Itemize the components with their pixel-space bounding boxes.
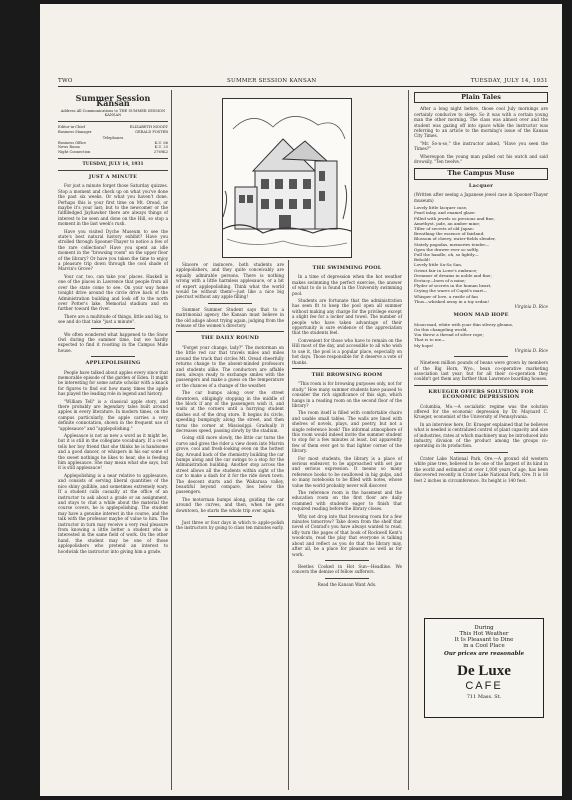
paragraph: "Forget your change, lady?" The motorman on the little red car that travels miles and miles around the track that circles Mt. Oread cheerfully returns change to the absent-minded professors and students alike. The conductors are affable men, always ready to exchange smiles with the passengers and make a guess on the temperature or the chances of a change of the weather. bbox=[176, 344, 284, 388]
poem-intro: (Written after seeing a Japanese jewel case in Spooner-Thayer museum) bbox=[414, 192, 548, 203]
phone-business: Business Office K.U. 66 bbox=[58, 140, 168, 145]
phone-night: Night Connection 2769K2 bbox=[58, 149, 168, 154]
poem-signature: Virginia D. Rice bbox=[514, 347, 548, 353]
deluxe-cafe-ad bbox=[424, 618, 544, 718]
heading-applepolishing: APPLEPOLISHING bbox=[85, 360, 141, 367]
paragraph: "Mr. So-n-so," the instructor asked, "Have you seen the Times?" bbox=[414, 140, 548, 152]
ad-line: It Is Pleasant to Dine bbox=[454, 637, 514, 643]
paragraph: The car bumps along over the street downtown, obligingly stopping in the middle of the block if any of the passengers wish it, and waits at the corners until a hurrying student dashes out of the drug store. It begins its circle, speeding bumpingly along the street, and then turns the corner at Mississippi. Gradually it decreases speed, passing slowly by the stadium. bbox=[176, 390, 284, 433]
paragraph: Students are fortunate that the administration has seen fit to keep the pool open all summer without making any charge for the privilege except a slight fee for a locker and towel. The number of people who have taken advantage of their opportunity is sure evidence of the appreciation that the students feel. bbox=[292, 298, 402, 336]
heading-browsing-room: THE BROWSING ROOM bbox=[311, 371, 383, 378]
column-2 bbox=[176, 262, 284, 533]
want-ads-line: Read the Kansan Want Ads. bbox=[317, 581, 377, 587]
heading-daily-round: THE DAILY ROUND bbox=[201, 335, 259, 342]
paragraph: In an interview here, Dr. Krueger explained that he believes what is needed is centralized control of plant capacity and size of industries, rates at which machinery may be introduced into industry, division of the product among the groups co-operating in its production. bbox=[414, 421, 548, 449]
paragraph: The room itself is filled with comfortable chairs and usable small tables. The walls are lined with shelves of novels, plays, and poetry, but not a single reference book! The informal atmosphere of this room would indeed invite the summer student to stop for a few minutes at least, but apparently few of them ever get to that lighter corner of the library. bbox=[292, 410, 402, 454]
masthead-address: Address All Communications to THE SUMMER SESSION KANSAN bbox=[60, 108, 166, 118]
column-divider bbox=[408, 90, 409, 790]
poem-title-lacquer: Lacquer bbox=[468, 182, 494, 189]
paragraph: "This room is for browsing purposes only, not for study." How many summer students have paused to consider the rich significance of this sign, which hangs in a reading room on the second floor of the library? bbox=[292, 381, 402, 408]
column-3 bbox=[292, 262, 402, 589]
paragraph: Crater Lake National Park, Ore.—A ground old western white pine tree, believed to be one of the largest of its kind in the world and estimated at over 1,000 years of age, has been discovered recently in Crater Lake National Park, Ore. It is 18 feet 2 inches in circumference. Its height is 140 feet. bbox=[414, 455, 548, 483]
staff-editor: Editor-in-Chief ELIZABETH MOODY bbox=[58, 125, 168, 129]
paragraph: For just a minute forget those Saturday quizzes. Stop a moment and check up on what you've done the past six weeks. Or what you haven't done. Perhaps this is your first time on Mt. Oread, or maybe it's your last; but to the newcomer or the fulfilledged Jayhawker there are always things of interest to be seen and done on the Hill, so stop a moment in the last week's rush. bbox=[58, 183, 168, 227]
header-date: TUESDAY, JULY 14, 1931 bbox=[470, 78, 548, 84]
column-divider bbox=[171, 90, 172, 790]
masthead-title: Summer Session Kansan bbox=[75, 93, 151, 109]
heading-swimming-pool: THE SWIMMING POOL bbox=[312, 265, 382, 271]
paragraph: "William Tell" is a classical apple story, and there probably are legendary tales built around apples in every literature. In modern times, on the campus particularly, the apple carries a very definite connotation, shown in the frequent use of "applesauce" and "applepolishing." bbox=[58, 398, 168, 431]
heading-just-a-minute: JUST A MINUTE bbox=[88, 173, 138, 180]
paragraph: We often wondered what happened to the Snow Owl during the summer time, but we hardly expected to find it roosting in the Campus Mule house. bbox=[58, 331, 168, 353]
ad-name-cafe: CAFE bbox=[465, 680, 503, 692]
heading-krueger: KRUEGER OFFERS SOLUTION FOR ECONOMIC DEPRESSION bbox=[428, 388, 534, 401]
paragraph: The motorman bumps along, guiding the car around the curves, and then, when he gets downtown, he starts the whole trip over again. bbox=[176, 496, 284, 513]
ad-tagline: Our prices are reasonable bbox=[444, 651, 524, 657]
paragraph: Have you visited Dyche Museum to see the state's best natural history exhibit? Have you strolled through Spooner-Thayer to notice a few of the rare collections? Have you spent an idle moment in the "browsing room" on the upper floor of the library? Or have you taken the time to enjoy a pleasure trip down through the cool shade of Marvin's Grove? bbox=[58, 228, 168, 272]
paragraph: Going still more slowly, the little car turns the curve and gives the rider a view down into Marvin grove, cool and fresh-looking even on the hottest day. Around back of the chemistry building the car bumps along and the car swings to a stop for the Administration building. Another stop across the street allows all the students within sight of the car to make a dash for it for the ride down town. The descent starts and the Wakarusa valley, beautiful beyond compare, lies below the passengers. bbox=[176, 435, 284, 495]
paragraph: After a long night before, those cool July mornings are certainly conducive to sleep. So it was with a certain young man the other morning. The class was almost over and the student was gazing off into space while the instructor was referring to an article to the morning's issue of the Kansas City Times. bbox=[414, 106, 548, 139]
paragraph: Just three or four days in which to apple-polish the instructors by going to class ten minutes early. bbox=[176, 520, 284, 531]
heading-plain-tales: Plain Tales bbox=[414, 92, 548, 103]
poem-signature: Virginia D. Rice bbox=[514, 303, 548, 309]
ad-line: in a Cool Place bbox=[463, 643, 505, 649]
ad-line: During bbox=[474, 625, 494, 631]
poem-moon-mad-hope: Moon-mad, white with your thin silvery gleams, On this changeling world, You threw a thread of silver rope; That is to me— My hope! bbox=[414, 321, 514, 348]
building-sketch-icon bbox=[223, 99, 351, 257]
poem-lacquer: Lovely little lacquer case, Pearl inlay, and enamel glaze: Filled with jewels so precious and fine, Amethyst, jade, an amber mine; Tiller of secrets of old Japan: Breathing the essence of fairland. Blossom of cherry, water-fields slender, Stately pagodas, memories tender— Open the drawer ever so softly, Pull the handle, oh, so lightly— Behold! Lovely little Sa-Sa San, Orient fair in Lowe's embrace; Dreamer of dreams in noble and fine; Ecstacy—born of a mine; Flyder of secrets in the human heart, Crying the wares of Cupid's mart— Whisper of love, a rustle of fan Thus—whisked away in a toy sedan! bbox=[414, 205, 496, 304]
paragraph: Columbia, Mo.—A socialistic regime was the solution offered for the economic depression by Dr. Maynard C. Krueger, economist of the University of Pennsylvania. bbox=[414, 403, 548, 420]
column-divider bbox=[288, 260, 289, 790]
staff-business: Business Manager GERALD FOSTER bbox=[58, 129, 168, 134]
masthead-date: TUESDAY, JULY 14, 1931 bbox=[82, 161, 144, 167]
paragraph: There are a multitude of things, little and big, to see and do that take "just a minute". bbox=[58, 313, 168, 325]
header-rule bbox=[58, 86, 548, 87]
ad-name: De Luxe bbox=[457, 663, 511, 679]
paragraph: Whereupon the young man pulled out his watch and said drowsily, "Ten twelve." bbox=[414, 153, 548, 165]
paragraph: Convenient for those who have to remain on the Hill most of the day, and accessible to all who wish to use it, the pool is a popular place, especially on hot days. Those responsible for it deserve a vote of thanks. bbox=[292, 337, 402, 365]
paragraph: Why not drop into that browsing room for a few minutes tomorrow? Take down from the shelf that novel of Conrad's you have always wanted to read, idly turn the pages of that book of Rockwell Kent's woodcuts, read the play that everyone is talking about and reflect as you do that the library may, after all, be a place for pleasure as well as for work. bbox=[292, 513, 402, 557]
heading-campus-muse: The Campus Muse bbox=[414, 168, 548, 179]
paragraph: Beetles Cooked in Hot Sun—Headline. We concern the demise of fellow sufferers. bbox=[292, 563, 402, 575]
paragraph: The reference room is the basement and the education room on the first floor are daily crammed with students eager to finish that required reading before the library closes. bbox=[292, 490, 402, 512]
ad-line: This Hot Weather bbox=[459, 631, 509, 637]
column-1 bbox=[58, 90, 168, 554]
paragraph: Sincere or insincere, both students are applepolishers, and they quite conceivably are equally admirable persons. There is nothing wrong with a little harmless applesauce, or a bit of expert applepolishing. Think what the world would be without them!—just like a nice big piecrust without any apple filling! bbox=[176, 262, 284, 300]
newspaper-page bbox=[40, 4, 562, 796]
paragraph: For most students, the library is a place of serious endeavor, to be approached with set jaw and serious expression. It means so many reference books to be swallowed in big gulps, and so many notebooks to be filled with notes, whose value the world probably never will discover. bbox=[292, 455, 402, 488]
running-header bbox=[58, 78, 548, 84]
poem-title-moon-mad-hope: MOON MAD HOPE bbox=[453, 312, 509, 319]
phone-news: News Room K.U. 25 bbox=[58, 145, 168, 150]
page-number: TWO bbox=[58, 78, 73, 84]
paragraph: Summer Summer Student says that to a matrimonial agency the Kansan must believe in the old adage about trying again, judging from the release of the women's directory. bbox=[176, 306, 284, 329]
column-4 bbox=[414, 92, 548, 485]
paragraph: Nineteen million pounds of beans were grown by members of the Big Horn, Wyo., bean co-operative marketing association last year; but for all their co-operation they couldn't get them any farther than Lawrence boarding houses. bbox=[414, 360, 548, 382]
paragraph: In a time of depression when the hot weather makes swimming the perfect exercise, the answer of what to do is found in the University swimming pool. bbox=[292, 274, 402, 296]
building-illustration bbox=[222, 98, 352, 258]
paragraph: Applesauce is not as new a word as it might be, but it is still in the collegiate vocabulary. If a co-ed tells her boy friend that she thinks he is handsome and a good dancer, or whispers in his ear some of the sweet nothings he likes to hear, she is feeding him applesauce. She may mean what she says, but it is still applesauce! bbox=[58, 433, 168, 471]
paper-name: SUMMER SESSION KANSAN bbox=[226, 78, 317, 84]
ad-address: 711 Mass. St. bbox=[466, 694, 502, 700]
telephones-label: Telephones bbox=[102, 136, 124, 141]
paragraph: Applepolishing is a near relative to applesauce, and consists of serving liberal quantities of the nice shiny gullible, and sometimes extremely wary. If a student calls casually at the office of an instructor to ask about a grade or an assignment, and stays to chat a while about the material the course covers, he is applepolishing. The student may have a genuine interest in the course, and the talk with the professor maybe of value to him. The instructor in turn may receive a very real pleasure from knowing a little better a student who is interested in the same field of work. On the other hand, the student may be one of those applepolishers who pretend an interest to hoodwink the instructor into giving him a grade. bbox=[58, 472, 168, 554]
paragraph: Your car, too, can take you' places. Haskell is one of the places in Lawrence that people from all over the state come to see. On your way home tonight drive around the circle drive back of the Administration building and look off to the north over Potter's lake, Memorial stadium and on further toward the river. bbox=[58, 273, 168, 312]
paragraph: People have talked about apples every since that memorable episode of the garden of Eden. It might be interesting for some astute scholar with a knack for figures to find out how many times the apple has played the leading role in legend and history. bbox=[58, 369, 168, 397]
